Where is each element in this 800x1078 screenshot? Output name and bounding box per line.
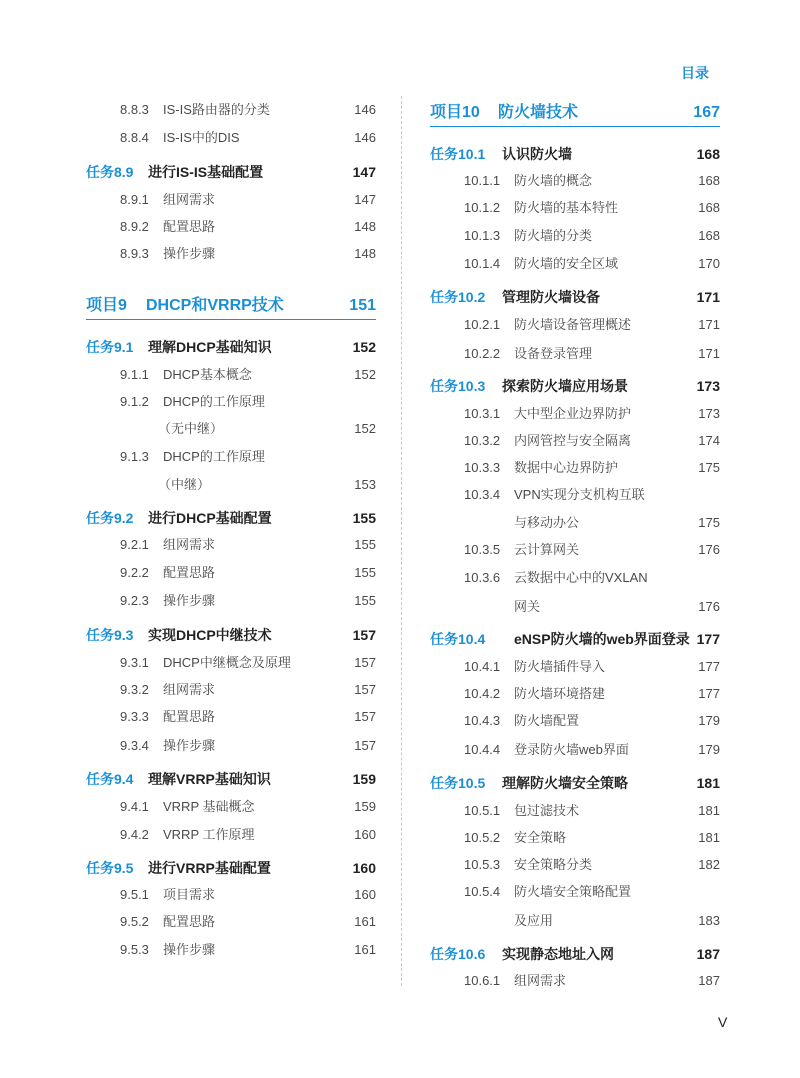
entry-title: DHCP基本概念 [163,367,252,382]
task-page: 152 [352,339,376,355]
entry-page: 171 [698,317,720,332]
entry-page: 155 [354,593,376,608]
toc-task-entry[interactable] [430,629,720,649]
entry-page: 161 [354,942,376,957]
entry-number: 10.1.3 [464,228,501,243]
task-page: 181 [696,775,720,791]
task-page: 171 [696,289,720,305]
entry-number: 9.5.3 [120,942,149,957]
entry-number: 9.1.3 [120,449,149,464]
entry-page: 168 [698,173,720,188]
entry-number: 10.1.4 [464,256,501,271]
entry-page: 148 [354,246,376,261]
column-divider [401,96,402,986]
entry-title: 内网管控与安全隔离 [514,433,632,448]
entry-title: VRRP 基础概念 [163,799,255,814]
entry-number: 9.1.1 [120,367,149,382]
toc-entry-continuation[interactable] [430,597,720,617]
task-page: 157 [352,627,376,643]
task-page: 147 [352,164,376,180]
project-title: 防火墙技术 [498,104,579,121]
entry-page: 146 [354,130,376,145]
entry-page: 161 [354,914,376,929]
entry-number: 10.3.1 [464,406,501,421]
toc-entry-continuation[interactable] [430,513,720,533]
entry-title: 配置思路 [163,709,216,724]
entry-number: 9.2.2 [120,565,149,580]
entry-number: 8.9.2 [120,219,149,234]
toc-entry[interactable] [86,244,376,264]
toc-entry[interactable] [430,344,720,364]
entry-title: 操作步骤 [163,593,216,608]
entry-number: 10.5.2 [464,830,501,845]
entry-number: 9.5.1 [120,887,149,902]
entry-title: 网关 [514,599,541,614]
toc-task-entry[interactable] [86,625,376,645]
toc-entry[interactable] [86,128,376,148]
entry-number: 9.1.2 [120,394,149,409]
project-number: 项目10 [430,104,480,121]
toc-task-entry[interactable] [430,773,720,793]
entry-number: 10.4.4 [464,742,501,757]
entry-page: 174 [698,433,720,448]
entry-title: DHCP的工作原理 [163,449,265,464]
entry-number: 10.5.4 [464,884,501,899]
entry-title: VPN实现分支机构互联 [514,487,645,502]
entry-page: 175 [698,515,720,530]
task-number: 任务10.2 [430,289,486,305]
entry-page: 157 [354,682,376,697]
toc-entry[interactable] [430,485,720,505]
toc-entry[interactable] [430,657,720,677]
toc-task-entry[interactable] [430,376,720,396]
toc-task-entry[interactable] [86,858,376,878]
toc-task-entry[interactable] [430,944,720,964]
entry-page: 170 [698,256,720,271]
task-page: 187 [696,946,720,962]
project-underline [430,126,720,127]
entry-title: IS-IS中的DIS [163,130,240,145]
entry-title: 防火墙的概念 [514,173,593,188]
task-title: 探索防火墙应用场景 [502,378,628,394]
entry-number: 9.4.2 [120,827,149,842]
task-page: 155 [352,510,376,526]
entry-title: 防火墙的基本特性 [514,200,619,215]
entry-number: 9.3.1 [120,655,149,670]
entry-page: 177 [698,659,720,674]
task-number: 任务9.2 [86,510,134,526]
entry-title: 与移动办公 [514,515,580,530]
entry-page: 147 [354,192,376,207]
entry-page: 175 [698,460,720,475]
entry-title: 防火墙环境搭建 [514,686,606,701]
entry-title: DHCP中继概念及原理 [163,655,291,670]
task-page: 168 [696,146,720,162]
toc-entry[interactable] [86,100,376,120]
task-number: 任务8.9 [86,164,134,180]
task-title: 管理防火墙设备 [502,289,600,305]
toc-entry[interactable] [430,711,720,731]
task-title: 进行VRRP基础配置 [148,860,271,876]
toc-entry[interactable] [86,217,376,237]
toc-entry-continuation[interactable] [430,911,720,931]
toc-entry[interactable] [86,190,376,210]
project-underline [86,319,376,320]
toc-entry[interactable] [86,591,376,611]
task-title: 进行IS-IS基础配置 [148,164,264,180]
toc-entry[interactable] [86,653,376,673]
toc-entry[interactable] [86,365,376,385]
project-title: DHCP和VRRP技术 [146,297,284,314]
entry-number: 10.3.6 [464,570,501,585]
entry-page: 146 [354,102,376,117]
toc-entry[interactable] [430,855,720,875]
entry-page: 159 [354,799,376,814]
entry-page: 171 [698,346,720,361]
toc-entry[interactable] [430,404,720,424]
toc-entry[interactable] [86,680,376,700]
toc-entry[interactable] [430,971,720,991]
toc-entry[interactable] [430,740,720,760]
entry-page: 155 [354,537,376,552]
entry-number: 9.3.4 [120,738,149,753]
entry-page: 179 [698,742,720,757]
entry-number: 10.4.3 [464,713,501,728]
entry-number: 9.2.1 [120,537,149,552]
entry-title: 云数据中心中的VXLAN [514,570,648,585]
entry-page: 181 [698,803,720,818]
entry-title: 安全策略 [514,830,567,845]
entry-page: 157 [354,738,376,753]
task-title: 实现DHCP中继技术 [148,627,272,643]
toc-task-entry[interactable] [86,508,376,528]
entry-number: 8.9.3 [120,246,149,261]
entry-number: 9.5.2 [120,914,149,929]
task-number: 任务10.6 [430,946,486,962]
entry-title: 组网需求 [163,682,216,697]
task-number: 任务9.3 [86,627,134,643]
entry-title: 操作步骤 [163,942,216,957]
entry-page: 179 [698,713,720,728]
entry-page: 183 [698,913,720,928]
entry-number: 10.5.3 [464,857,501,872]
toc-entry[interactable] [86,825,376,845]
entry-number: 8.8.3 [120,102,149,117]
toc-entry[interactable] [430,226,720,246]
toc-entry[interactable] [86,392,376,412]
entry-title: 安全策略分类 [514,857,593,872]
task-number: 任务9.4 [86,771,134,787]
entry-page: 176 [698,599,720,614]
entry-title: 配置思路 [163,219,216,234]
entry-page: 152 [354,421,376,436]
task-page: 160 [352,860,376,876]
toc-entry[interactable] [86,736,376,756]
entry-title: 登录防火墙web界面 [514,742,629,757]
toc-entry[interactable] [430,431,720,451]
toc-entry[interactable] [430,540,720,560]
project-page: 151 [349,297,376,314]
entry-number: 10.3.4 [464,487,501,502]
entry-title: 防火墙插件导入 [514,659,606,674]
toc-entry[interactable] [86,940,376,960]
entry-title: 防火墙配置 [514,713,580,728]
entry-number: 8.8.4 [120,130,149,145]
toc-task-entry[interactable] [86,162,376,182]
task-number: 任务10.3 [430,378,486,394]
entry-number: 10.2.1 [464,317,501,332]
task-number: 任务10.4 [430,631,486,647]
entry-number: 10.4.1 [464,659,501,674]
toc-entry[interactable] [430,198,720,218]
toc-entry-continuation[interactable] [86,419,376,439]
task-number: 任务9.1 [86,339,134,355]
entry-page: 168 [698,200,720,215]
project-page: 167 [693,104,720,121]
entry-page: 157 [354,655,376,670]
task-page: 177 [696,631,720,647]
entry-page: 160 [354,887,376,902]
entry-title: 项目需求 [163,887,216,902]
task-title: 认识防火墙 [502,146,572,162]
task-title: 理解防火墙安全策略 [502,775,628,791]
toc-entry[interactable] [430,801,720,821]
entry-title: 大中型企业边界防护 [514,406,632,421]
entry-title: 操作步骤 [163,738,216,753]
toc-task-entry[interactable] [86,337,376,357]
entry-page: 176 [698,542,720,557]
toc-header-title: 目录 [681,65,709,81]
entry-page: 177 [698,686,720,701]
toc-project-entry[interactable] [86,296,376,316]
toc-entry[interactable] [86,707,376,727]
toc-entry[interactable] [430,568,720,588]
toc-entry[interactable] [86,912,376,932]
entry-title: 设备登录管理 [514,346,593,361]
entry-number: 10.4.2 [464,686,501,701]
toc-project-entry[interactable] [430,103,720,123]
toc-entry[interactable] [430,171,720,191]
toc-entry[interactable] [430,315,720,335]
toc-entry[interactable] [86,447,376,467]
entry-number: 10.5.1 [464,803,501,818]
entry-title: 配置思路 [163,914,216,929]
task-title: 理解DHCP基础知识 [148,339,272,355]
toc-entry[interactable] [86,797,376,817]
task-number: 任务10.1 [430,146,486,162]
task-number: 任务9.5 [86,860,134,876]
entry-title: 防火墙设备管理概述 [514,317,632,332]
task-page: 173 [696,378,720,394]
entry-title: VRRP 工作原理 [163,827,255,842]
entry-title: 防火墙的分类 [514,228,593,243]
entry-title: 操作步骤 [163,246,216,261]
entry-page: 168 [698,228,720,243]
entry-number: 10.3.3 [464,460,501,475]
entry-title: 及应用 [514,913,554,928]
task-title: 理解VRRP基础知识 [148,771,271,787]
entry-title: 组网需求 [514,973,567,988]
entry-number: 10.2.2 [464,346,501,361]
entry-title: 组网需求 [163,192,216,207]
toc-entry[interactable] [430,254,720,274]
toc-entry[interactable] [86,535,376,555]
entry-number: 10.1.1 [464,173,501,188]
toc-entry[interactable] [430,684,720,704]
entry-number: 9.4.1 [120,799,149,814]
entry-page: 148 [354,219,376,234]
toc-entry[interactable] [430,882,720,902]
entry-number: 10.1.2 [464,200,501,215]
entry-title: 组网需求 [163,537,216,552]
entry-page: 155 [354,565,376,580]
task-title: eNSP防火墙的web界面登录 [514,631,690,647]
entry-title: IS-IS路由器的分类 [163,102,270,117]
entry-number: 10.6.1 [464,973,501,988]
entry-title: 云计算网关 [514,542,580,557]
toc-entry-continuation[interactable] [86,475,376,495]
toc-task-entry[interactable] [430,287,720,307]
entry-page: 157 [354,709,376,724]
entry-page: 160 [354,827,376,842]
entry-number: 8.9.1 [120,192,149,207]
entry-page: 181 [698,830,720,845]
task-title: 进行DHCP基础配置 [148,510,272,526]
page-number: V [718,1014,728,1030]
entry-title: 包过滤技术 [514,803,580,818]
entry-number: 9.3.3 [120,709,149,724]
toc-entry[interactable] [86,885,376,905]
entry-page: 153 [354,477,376,492]
entry-title: 数据中心边界防护 [514,460,619,475]
entry-number: 9.3.2 [120,682,149,697]
task-page: 159 [352,771,376,787]
entry-page: 173 [698,406,720,421]
entry-title: （中继） [158,477,211,492]
entry-page: 152 [354,367,376,382]
toc-entry[interactable] [430,458,720,478]
toc-entry[interactable] [430,828,720,848]
project-number: 项目9 [86,297,127,314]
entry-title: 防火墙的安全区域 [514,256,619,271]
task-number: 任务10.5 [430,775,486,791]
entry-page: 182 [698,857,720,872]
entry-number: 9.2.3 [120,593,149,608]
entry-title: 配置思路 [163,565,216,580]
toc-task-entry[interactable] [86,769,376,789]
entry-title: DHCP的工作原理 [163,394,265,409]
entry-page: 187 [698,973,720,988]
entry-number: 10.3.5 [464,542,501,557]
entry-title: （无中继） [158,421,224,436]
task-title: 实现静态地址入网 [502,946,614,962]
entry-number: 10.3.2 [464,433,501,448]
toc-task-entry[interactable] [430,144,720,164]
toc-entry[interactable] [86,563,376,583]
entry-title: 防火墙安全策略配置 [514,884,632,899]
